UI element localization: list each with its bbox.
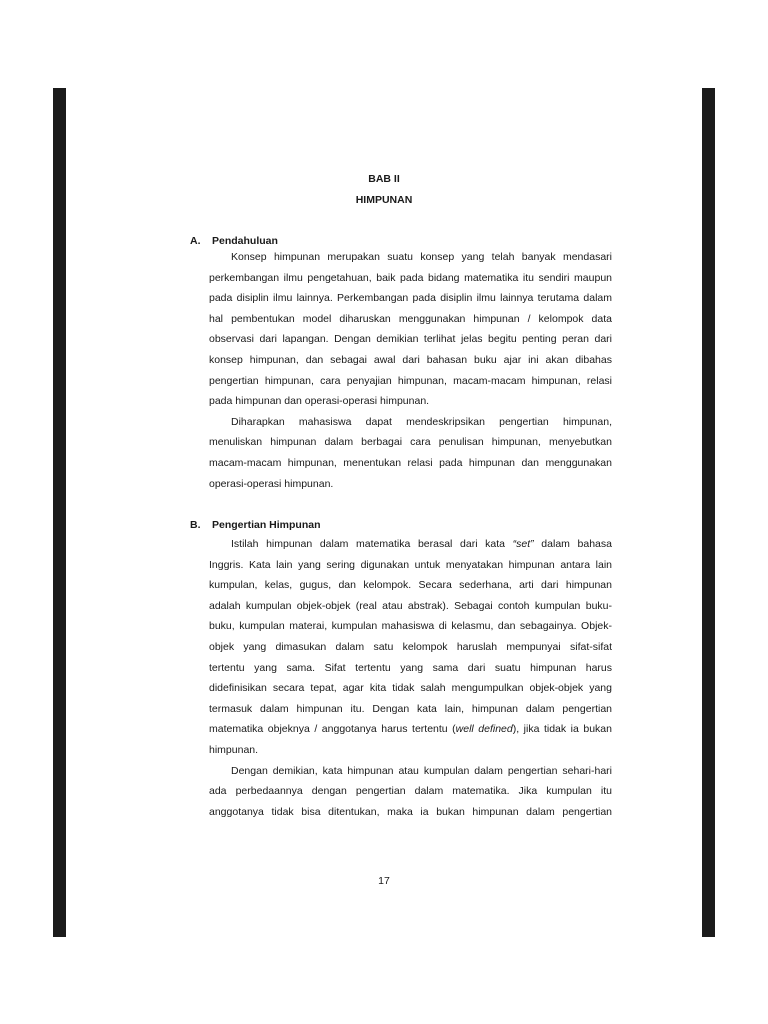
text-line: tertentu yang sama. Sifat tertentu yang sama dari suatu himpunan harus xyxy=(209,661,612,674)
text-line: menuliskan himpunan dalam berbagai cara penulisan himpunan, menyebutkan xyxy=(209,436,612,449)
text-line: pada himpunan dan operasi-operasi himpunan. xyxy=(209,395,430,408)
text-line: Istilah himpunan dalam matematika berasal dari kata “set” dalam bahasa xyxy=(231,538,612,550)
text-line: observasi dari lapangan. Dengan demikian terlihat jelas begitu penting peran dari xyxy=(209,333,612,346)
text-line: Dengan demikian, kata himpunan atau kumpulan dalam pengertian sehari-hari xyxy=(231,764,612,777)
text-line: Diharapkan mahasiswa dapat mendeskripsikan pengertian himpunan, xyxy=(231,415,612,428)
text-line: anggotanya tidak bisa ditentukan, maka ia bukan himpunan dalam pengertian xyxy=(209,805,612,818)
text-line: macam-macam himpunan, menentukan relasi pada himpunan dan menggunakan xyxy=(209,456,612,469)
section-title: Pengertian Himpunan xyxy=(212,519,321,531)
text-line: pengertian himpunan, cara penyajian himpunan, macam-macam himpunan, relasi xyxy=(209,374,612,387)
text-line: termasuk dalam himpunan itu. Dengan kata lain, himpunan dalam pengertian xyxy=(209,702,612,715)
text-line: adalah kumpulan objek-objek (real atau abstrak). Sebagai contoh kumpulan buku- xyxy=(209,599,612,612)
section-heading-a xyxy=(190,235,278,247)
section-number: B. xyxy=(190,519,201,531)
chapter-title: HIMPUNAN xyxy=(355,194,413,206)
section-number: A. xyxy=(190,235,201,247)
text-line: didefinisikan secara tepat, agar kita tidak salah mengumpulkan objek-objek yang xyxy=(209,682,612,695)
text-line: konsep himpunan, dan sebagai awal dari bahasan buku ajar ini akan dibahas xyxy=(209,353,612,366)
text-line: pada disiplin ilmu lainnya. Perkembangan pada disiplin ilmu lainnya terutama dalam xyxy=(209,292,612,305)
text-line: himpunan. xyxy=(209,743,259,756)
chapter-label: BAB II xyxy=(368,173,400,185)
document-page xyxy=(66,88,702,937)
text-line: Inggris. Kata lain yang sering digunakan untuk menyatakan himpunan antara lain xyxy=(209,558,612,571)
text-line: objek yang dimasukan dalam satu kelompok haruslah mempunyai sifat-sifat xyxy=(209,640,612,653)
text-line: kumpulan, kelas, gugus, dan kelompok. Secara sederhana, arti dari himpunan xyxy=(209,579,612,592)
text-line: operasi-operasi himpunan. xyxy=(209,477,334,490)
page-number: 17 xyxy=(378,875,390,887)
text-line: hal pembentukan model diharuskan menggunakan himpunan / kelompok data xyxy=(209,312,612,325)
text-line: Konsep himpunan merupakan suatu konsep yang telah banyak mendasari xyxy=(231,251,612,263)
section-heading-b xyxy=(190,519,321,531)
section-title: Pendahuluan xyxy=(212,235,278,247)
text-line: perkembangan ilmu pengetahuan, baik pada bidang matematika itu sendiri maupun xyxy=(209,271,612,284)
right-border-bar xyxy=(702,88,715,937)
paragraph xyxy=(209,247,612,494)
text-line: buku, kumpulan materai, kumpulan mahasiswa di kelasmu, dan sebagainya. Objek- xyxy=(209,620,612,633)
text-line: matematika objeknya / anggotanya harus tertentu (well defined), jika tidak ia bukan xyxy=(209,723,612,736)
paragraph xyxy=(209,534,612,822)
text-line: ada perbedaannya dengan pengertian dalam matematika. Jika kumpulan itu xyxy=(209,785,612,798)
left-border-bar xyxy=(53,88,66,937)
